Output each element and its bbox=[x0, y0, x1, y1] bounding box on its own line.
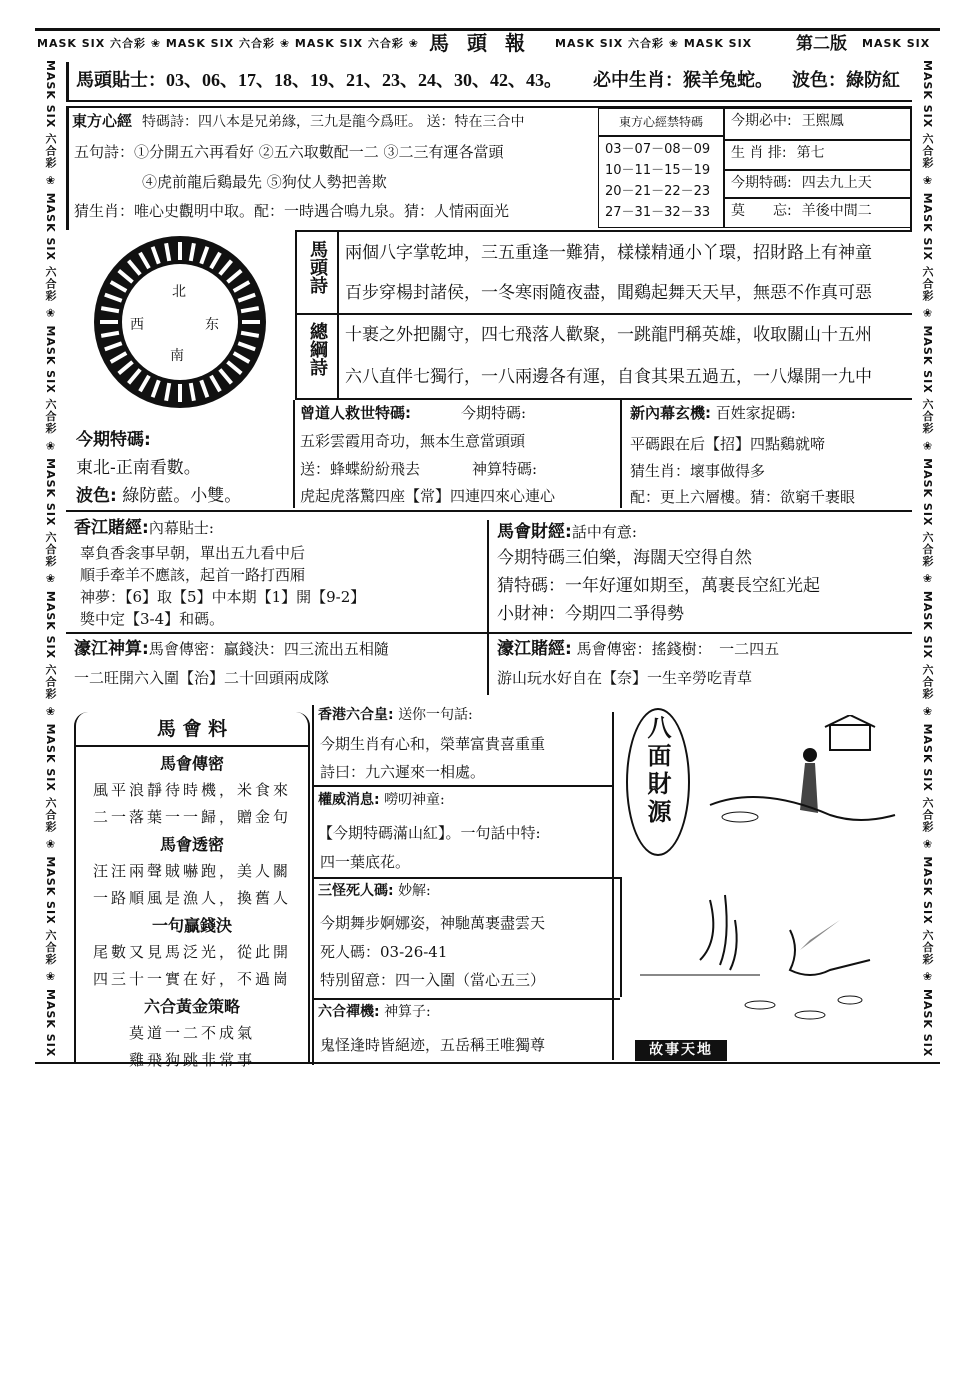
divider bbox=[612, 712, 614, 1060]
zeng-line2 bbox=[300, 460, 537, 478]
mhl-line: 尾數又見馬泛光，從此開 bbox=[92, 943, 291, 961]
today-title: 今期特碼: bbox=[76, 430, 151, 450]
compass-wheel bbox=[85, 235, 275, 410]
xj-line: 獎中定【3-4】和碼。 bbox=[80, 610, 225, 628]
hjdj-line: 游山玩水好自在【奈】一生辛勞吃青草 bbox=[497, 669, 753, 687]
poem-label: 總綱詩 bbox=[307, 322, 328, 376]
qw-sub: 嘮叨神童: bbox=[384, 792, 445, 808]
divider bbox=[337, 230, 339, 400]
masthead: 馬頭報 bbox=[429, 31, 543, 55]
mhcj-line: 小財神：今期四二爭得勢 bbox=[497, 604, 684, 624]
hjss-sub: 馬會傳密：贏錢決：四三流出五相隨 bbox=[148, 640, 389, 658]
east-title: 東方心經 bbox=[72, 112, 133, 130]
today-color-label: 波色: bbox=[76, 486, 117, 506]
zeng-title: 曾道人救世特碼: bbox=[300, 404, 411, 422]
neimu-line: 配：更上六層樓。猜：欲窮千裹眼 bbox=[630, 488, 856, 506]
east-line3: ④虎前龍后鷄最先 ⑤狗仗人勢把善欺 bbox=[142, 173, 387, 191]
hk-sub: 送你一句話: bbox=[398, 707, 473, 723]
east-line1 bbox=[72, 112, 524, 131]
compass-south: 南 bbox=[170, 348, 184, 364]
xj-sub: 內幕貼士: bbox=[148, 519, 214, 537]
hjdj-title-row bbox=[497, 639, 779, 659]
east-line2: 五句詩：①分開五六再看好 ②五六取數配一二 ③二三有運各當頭 bbox=[74, 143, 504, 161]
mhl-content bbox=[76, 750, 308, 1074]
neimu-title-row bbox=[630, 404, 796, 422]
right-decor-strip: MASK SIX 六合彩 ❀ MASK SIX 六合彩 ❀ MASK SIX 六合彩 ❀ MASK SIX 六合彩 ❀ MASK SIX 六合彩 ❀ MASK SIX 六合彩 ❀ MASK SIX 六合彩 ❀ MASK SIX bbox=[914, 60, 940, 1060]
compass-east: 东 bbox=[205, 317, 219, 333]
east-line4: 猜生肖：唯心史觀明中取。配：一時遇合鳴九泉。猜：人情兩面光 bbox=[74, 202, 510, 220]
hjdj-sub: 馬會傳密：搖錢樹： 一二四五 bbox=[576, 640, 780, 658]
hjss-line: 一二旺開六入圍【治】二十回頭兩成隊 bbox=[74, 669, 330, 687]
info-value: 第七 bbox=[796, 145, 825, 161]
divider bbox=[487, 520, 489, 695]
mhcj-sub: 話中有意: bbox=[571, 523, 637, 541]
mhcj-title: 馬會財經: bbox=[497, 522, 572, 542]
hk-title: 香港六合皇: bbox=[318, 707, 394, 723]
tips-label: 馬頭貼士： bbox=[76, 70, 166, 90]
info-cell bbox=[724, 170, 912, 198]
zeng-line: 虎起虎落驚四座【常】四連四來心連心 bbox=[300, 487, 556, 505]
mhl-section-heading: 馬會透密 bbox=[159, 835, 224, 854]
zeng-sub: 今期特碼: bbox=[461, 404, 527, 422]
divider bbox=[620, 877, 622, 997]
divider bbox=[312, 877, 620, 879]
color-group bbox=[792, 70, 900, 92]
compass-north: 北 bbox=[172, 284, 186, 300]
hjss-title-row bbox=[74, 639, 389, 659]
story-label: 故事天地 bbox=[635, 1040, 727, 1061]
ch-title: 六合禪機: bbox=[318, 1004, 380, 1020]
info-label: 今期特碼: bbox=[731, 175, 792, 191]
forbidden-row: 03－07－08－09 bbox=[605, 142, 711, 157]
neimu-sub: 百姓家捉碼: bbox=[715, 404, 796, 422]
zeng-sub2: 神算特碼: bbox=[472, 460, 538, 478]
color-value: 綠防紅 bbox=[846, 70, 900, 90]
compass-west: 西 bbox=[130, 317, 144, 333]
today-line: 東北-正南看數。 bbox=[76, 458, 201, 478]
tips-numbers-group bbox=[76, 70, 562, 92]
info-cell bbox=[724, 108, 912, 140]
poem-label: 馬頭詩 bbox=[307, 240, 328, 294]
zodiac-group bbox=[593, 70, 773, 92]
mhl-line: 莫道一二不成氣 bbox=[128, 1024, 255, 1042]
mhl-title: 馬 會 料 bbox=[156, 718, 228, 740]
poem-line: 十裹之外把關守，四七飛落人歡聚，一跳龍門稱英雄，收取關山十五州 bbox=[345, 325, 872, 345]
sg-title-row bbox=[318, 883, 431, 900]
ch-title-row bbox=[318, 1004, 431, 1021]
divider bbox=[312, 998, 620, 1000]
hjss-title: 濠江神算: bbox=[74, 639, 149, 659]
sg-line: 今期舞步婀娜姿，神馳萬裹盡雲天 bbox=[320, 914, 546, 932]
hk-line: 詩曰：九六遲來一相處。 bbox=[320, 763, 486, 781]
divider bbox=[76, 745, 308, 747]
mhcj-title-row bbox=[497, 522, 637, 542]
bamian-title: 八面財源 bbox=[643, 715, 672, 827]
edition-label: 第二版 bbox=[796, 34, 847, 54]
top-decor-strip-right: MASK SIX bbox=[862, 31, 940, 57]
divider bbox=[620, 400, 622, 508]
xj-line: 順手牽羊不應該，起首一路打西厢 bbox=[80, 566, 306, 584]
mhcj-line: 猜特碼：一年好運如期至，萬裹長空紅光起 bbox=[497, 576, 820, 596]
sg-title: 三怪死人碼: bbox=[318, 883, 394, 899]
qw-line: 四一葉底花。 bbox=[320, 853, 411, 871]
tips-numbers: 03、06、17、18、19、21、23、24、30、42、43。 bbox=[166, 70, 562, 90]
forbidden-numbers bbox=[598, 136, 724, 228]
sg-sub: 妙解: bbox=[398, 883, 431, 899]
zeng-title-row bbox=[300, 404, 526, 422]
info-label: 今期必中: bbox=[731, 113, 792, 129]
neimu-line: 猜生肖：壞事做得多 bbox=[630, 462, 766, 480]
hk-line: 今期生肖有心和，榮華富貴喜重重 bbox=[320, 735, 546, 753]
info-value: 王熙鳳 bbox=[801, 113, 844, 129]
zeng-line: 五彩雲霞用奇功，無本生意當頭頭 bbox=[300, 432, 526, 450]
neimu-title: 新內幕玄機: bbox=[630, 404, 711, 422]
poem-line: 百步穿楊封諸侯，一冬寒雨隨夜盡，聞鷄起舞天天早，無惡不作真可惡 bbox=[345, 283, 872, 303]
left-decor-strip: MASK SIX 六合彩 ❀ MASK SIX 六合彩 ❀ MASK SIX 六合彩 ❀ MASK SIX 六合彩 ❀ MASK SIX 六合彩 ❀ MASK SIX 六合彩 ❀ MASK SIX 六合彩 ❀ MASK SIX bbox=[37, 60, 63, 1060]
zeng-send: 送：蜂蝶紛紛飛去 bbox=[300, 460, 421, 478]
divider bbox=[66, 632, 912, 634]
mhl-line: 四三十一實在好，不過崗 bbox=[92, 970, 291, 988]
xj-line: 辜負香衾事早朝，單出五九看中后 bbox=[80, 544, 306, 562]
top-decor-strip-middle: MASK SIX 六合彩 ❀ MASK SIX bbox=[555, 31, 787, 57]
ch-sub: 神算子: bbox=[384, 1004, 431, 1020]
mhl-line: 一路順風是漁人，換舊人 bbox=[92, 889, 291, 907]
forbidden-row: 10－11－15－19 bbox=[605, 163, 711, 178]
zodiac-label: 必中生肖： bbox=[593, 70, 683, 90]
poem-line: 兩個八字掌乾坤，三五重逢一難猜，樣樣精通小丫環，招財路上有神童 bbox=[345, 243, 872, 263]
hjdj-title: 濠江賭經: bbox=[497, 639, 572, 659]
xj-title-row bbox=[74, 518, 214, 538]
neimu-line: 平碼跟在后【招】四點鷄就啼 bbox=[630, 435, 826, 453]
today-color-value: 綠防藍。小雙。 bbox=[122, 486, 242, 506]
zodiac-value: 猴羊兔蛇。 bbox=[683, 70, 773, 90]
mhl-line: 風平浪靜待時機，米食來 bbox=[92, 781, 291, 799]
info-cell bbox=[724, 198, 912, 228]
divider bbox=[66, 510, 912, 512]
info-cell bbox=[724, 140, 912, 170]
today-color bbox=[76, 486, 241, 506]
hk-title-row bbox=[318, 707, 473, 724]
sg-line: 死人碼：03-26-41 bbox=[320, 943, 448, 961]
mhl-section-heading: 一句贏錢決 bbox=[151, 916, 232, 935]
info-label: 生 肖 排: bbox=[731, 145, 787, 161]
mhl-line: 二一落葉一一歸，贈金句 bbox=[92, 808, 291, 826]
east-text: 特碼詩：四八本是兄弟緣，三九是龍今爲旺。 送：特在三合中 bbox=[142, 114, 525, 130]
mhl-line: 雞飛狗跳非常事 bbox=[128, 1051, 255, 1069]
info-value: 羊後中間二 bbox=[801, 203, 872, 219]
divider bbox=[312, 785, 612, 787]
crane-illustration bbox=[640, 880, 905, 1030]
qw-line: 【今期特碼滿山紅】。一句話中特: bbox=[318, 824, 541, 842]
qw-title: 權威消息: bbox=[318, 792, 380, 808]
forbidden-title: 東方心經禁特碼 bbox=[598, 108, 724, 136]
mhcj-line: 今期特碼三伯樂，海闊天空得自然 bbox=[497, 548, 752, 568]
poem-line: 六八直伴七獨行，一八兩邊各有運，自食其果五過五，一八爆開一九中 bbox=[345, 367, 872, 387]
forbidden-row: 27－31－32－33 bbox=[605, 205, 711, 220]
xj-line: 神夢：【6】取【5】中本期【1】開【9-2】 bbox=[80, 588, 366, 606]
top-decor-strip: MASK SIX 六合彩 ❀ MASK SIX 六合彩 ❀ MASK SIX 六合彩 ❀ bbox=[37, 31, 420, 57]
xj-title: 香江賭經: bbox=[74, 518, 149, 538]
mhl-section-heading: 馬會傳密 bbox=[159, 754, 224, 773]
sg-line: 特別留意：四一入圍（當心五三） bbox=[320, 971, 546, 989]
info-value: 四去九上天 bbox=[801, 175, 872, 191]
divider bbox=[312, 705, 314, 1065]
mhl-section-heading: 六合黃金策略 bbox=[143, 997, 240, 1016]
info-label: 莫 忘: bbox=[731, 203, 792, 219]
traveler-illustration bbox=[700, 715, 905, 845]
bottom-border bbox=[35, 1062, 940, 1064]
forbidden-row: 20－21－22－23 bbox=[605, 184, 711, 199]
ch-line: 鬼怪逢時皆絕迹，五岳稱王唯獨尊 bbox=[320, 1036, 546, 1054]
mhl-line: 汪汪兩聲賊嚇跑，美人關 bbox=[92, 862, 291, 880]
color-label: 波色： bbox=[792, 70, 846, 90]
divider bbox=[295, 313, 912, 315]
qw-title-row bbox=[318, 792, 445, 809]
